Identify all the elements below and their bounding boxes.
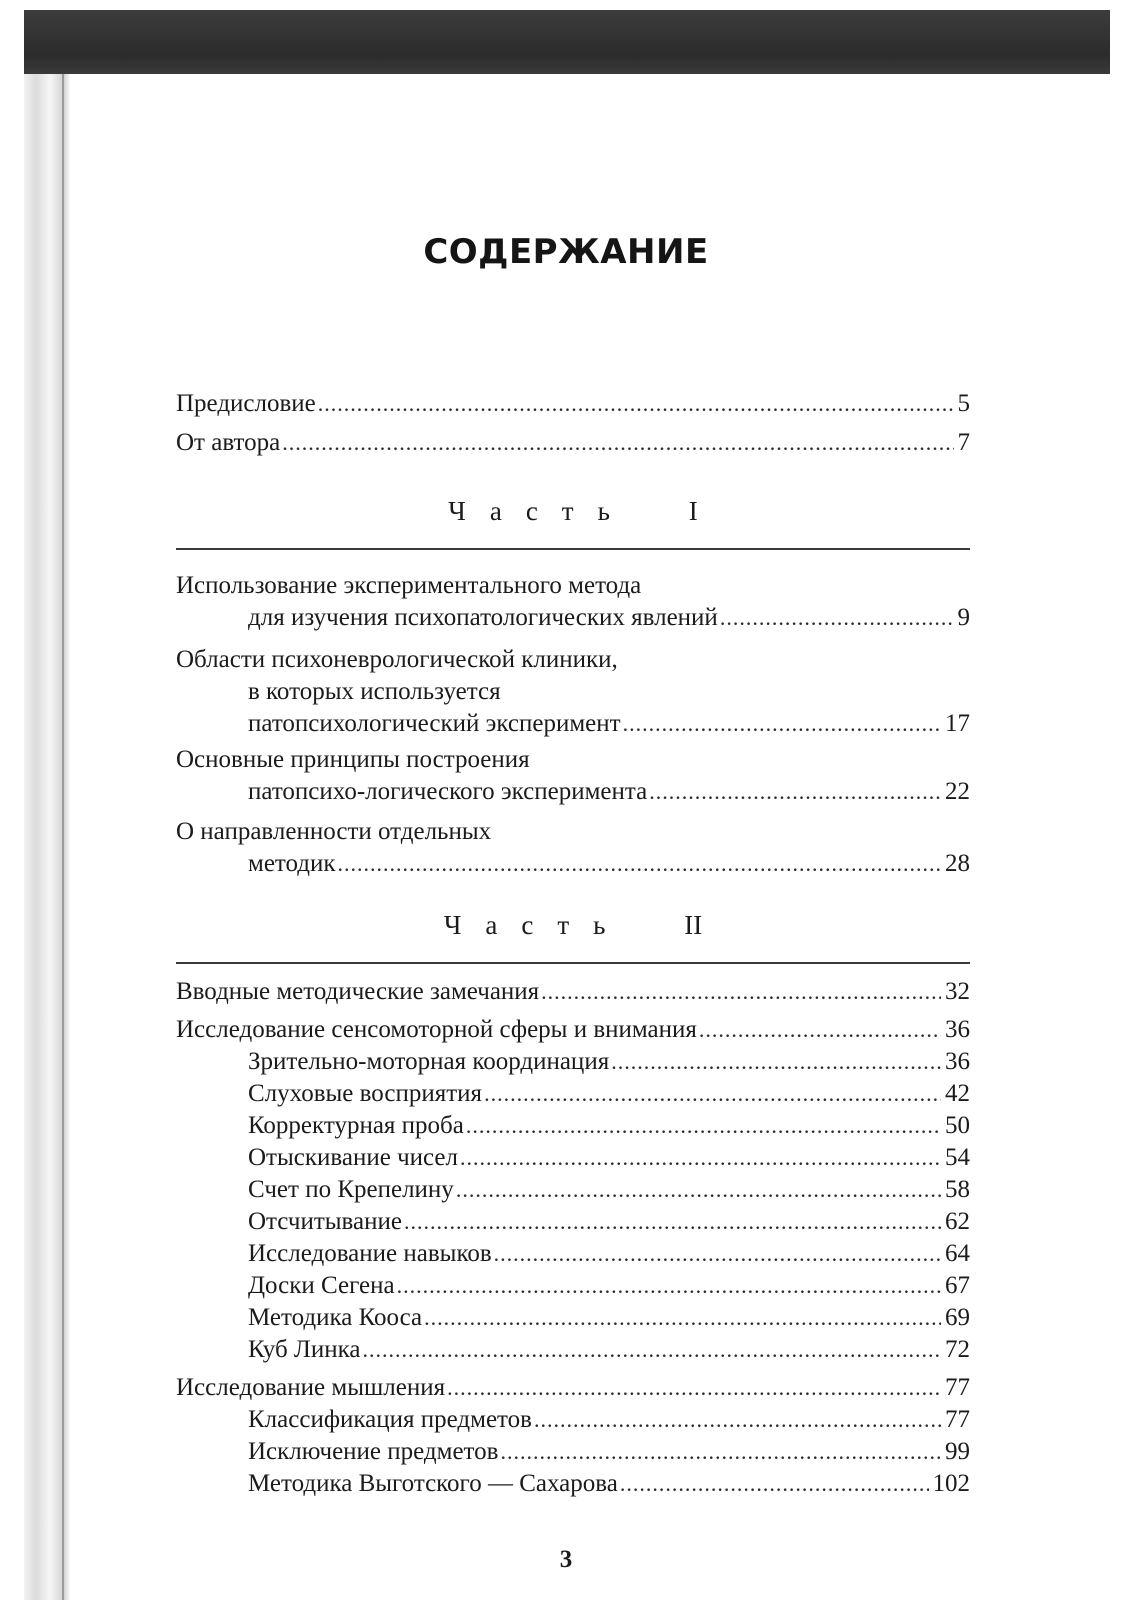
toc-entry-title: Куб Линка bbox=[248, 1336, 361, 1363]
part-rule-2 bbox=[176, 962, 970, 964]
dot-leader bbox=[484, 1078, 941, 1110]
dot-leader bbox=[338, 848, 941, 880]
toc-page-number: 22 bbox=[945, 778, 970, 805]
dot-leader bbox=[397, 1270, 941, 1302]
scan-top-shadow bbox=[24, 10, 1110, 74]
toc-page-number: 99 bbox=[945, 1438, 970, 1465]
dot-leader bbox=[611, 1046, 941, 1078]
toc-page-number: 36 bbox=[945, 1016, 970, 1043]
toc-entry-title: Методика Кооса bbox=[248, 1304, 423, 1331]
toc-page-number: 28 bbox=[945, 850, 970, 877]
toc-subentry bbox=[176, 1468, 970, 1500]
dot-leader bbox=[460, 1142, 941, 1174]
toc-entry bbox=[176, 976, 970, 1008]
toc-entry-title: Классификация предметов bbox=[248, 1406, 532, 1433]
toc-page-number: 5 bbox=[957, 390, 970, 417]
toc-entry bbox=[176, 1372, 970, 1404]
toc-entry bbox=[176, 744, 970, 808]
toc-entry-line: О направленности отдельных bbox=[176, 818, 492, 845]
toc-entry-from-author bbox=[176, 427, 970, 459]
toc-subentry bbox=[176, 1078, 970, 1110]
toc-entry-title: для изучения психопатологических явлений bbox=[248, 604, 718, 631]
toc-subentry bbox=[176, 1270, 970, 1302]
dot-leader bbox=[404, 1206, 941, 1238]
toc-page-number: 32 bbox=[945, 978, 970, 1005]
toc-entry bbox=[176, 644, 970, 740]
toc-entry-title: Отсчитывание bbox=[248, 1208, 402, 1235]
toc-entry-title: методик bbox=[248, 850, 336, 877]
toc-page-number: 54 bbox=[945, 1144, 970, 1171]
toc-page-number: 72 bbox=[945, 1336, 970, 1363]
toc-entry-title: Исследование мышления bbox=[176, 1374, 446, 1401]
page-title: СОДЕРЖАНИЕ bbox=[423, 232, 709, 272]
toc-subentry bbox=[176, 1174, 970, 1206]
toc-entry-title: Отыскивание чисел bbox=[248, 1144, 458, 1171]
page-edge-line bbox=[62, 74, 64, 1600]
dot-leader bbox=[466, 1110, 941, 1142]
toc-entry-line: в которых используется bbox=[248, 678, 501, 705]
toc-page-number: 64 bbox=[945, 1240, 970, 1267]
dot-leader bbox=[623, 708, 941, 740]
page-number: 3 bbox=[559, 1546, 573, 1573]
dot-leader bbox=[534, 1404, 941, 1436]
part-word: Часть bbox=[448, 496, 634, 526]
part-heading-2 bbox=[176, 910, 970, 941]
toc-subentry bbox=[176, 1206, 970, 1238]
toc-entry-title: Слуховые восприятия bbox=[248, 1080, 483, 1107]
part-heading-1 bbox=[176, 496, 970, 527]
toc-page-number: 50 bbox=[945, 1112, 970, 1139]
toc-page-number: 62 bbox=[945, 1208, 970, 1235]
toc-entry-title: Исследование сенсомоторной сферы и внимания bbox=[176, 1016, 697, 1043]
part-numeral: I bbox=[688, 496, 698, 526]
dot-leader bbox=[649, 776, 941, 808]
toc-entry-title: От автора bbox=[176, 429, 281, 456]
toc-entry-title: Вводные методические замечания bbox=[176, 978, 540, 1005]
toc-entry-line: Использование экспериментального метода bbox=[176, 572, 642, 599]
toc-subentry bbox=[176, 1110, 970, 1142]
toc-entry-title: Предисловие bbox=[176, 390, 316, 417]
toc-page-number: 77 bbox=[945, 1374, 970, 1401]
toc-entry bbox=[176, 816, 970, 880]
toc-page-number: 102 bbox=[932, 1470, 970, 1497]
toc-entry-title: патопсихологический эксперимент bbox=[248, 710, 621, 737]
toc-page-number: 17 bbox=[945, 710, 970, 737]
toc-entry-preface bbox=[176, 388, 970, 420]
part-word: Часть bbox=[443, 910, 630, 940]
toc-entry-title: Корректурная проба bbox=[248, 1112, 464, 1139]
dot-leader bbox=[720, 602, 954, 634]
toc-entry bbox=[176, 1014, 970, 1046]
toc-subentry bbox=[176, 1302, 970, 1334]
toc-page-number: 69 bbox=[945, 1304, 970, 1331]
dot-leader bbox=[541, 976, 941, 1008]
toc-subentry bbox=[176, 1046, 970, 1078]
toc-entry-title: Исследование навыков bbox=[248, 1240, 492, 1267]
toc-page-number: 36 bbox=[945, 1048, 970, 1075]
dot-leader bbox=[620, 1468, 929, 1500]
dot-leader bbox=[456, 1174, 941, 1206]
toc-subentry bbox=[176, 1238, 970, 1270]
toc-page-number: 67 bbox=[945, 1272, 970, 1299]
dot-leader bbox=[424, 1302, 941, 1334]
part-numeral: II bbox=[684, 910, 703, 940]
toc-subentry bbox=[176, 1436, 970, 1468]
toc-subentry bbox=[176, 1404, 970, 1436]
toc-page-number: 42 bbox=[945, 1080, 970, 1107]
dot-leader bbox=[500, 1436, 941, 1468]
toc-page-number: 58 bbox=[945, 1176, 970, 1203]
toc-entry-title: Доски Сегена bbox=[248, 1272, 395, 1299]
toc-subentry bbox=[176, 1334, 970, 1366]
toc-page-number: 9 bbox=[957, 604, 970, 631]
toc-page-number: 7 bbox=[957, 429, 970, 456]
toc-entry-title: патопсихо-логического эксперимента bbox=[248, 778, 648, 805]
dot-leader bbox=[363, 1334, 941, 1366]
dot-leader bbox=[699, 1014, 941, 1046]
toc-entry-line: Области психоневрологической клиники, bbox=[176, 646, 618, 673]
dot-leader bbox=[282, 427, 953, 459]
toc-entry bbox=[176, 570, 970, 634]
toc-page-number: 77 bbox=[945, 1406, 970, 1433]
toc-entry-title: Методика Выготского — Сахарова bbox=[248, 1470, 618, 1497]
toc-subentry bbox=[176, 1142, 970, 1174]
toc-entry-title: Зрительно-моторная координация bbox=[248, 1048, 610, 1075]
toc-entry-line: Основные принципы построения bbox=[176, 746, 530, 773]
toc-entry-title: Исключение предметов bbox=[248, 1438, 499, 1465]
dot-leader bbox=[447, 1372, 941, 1404]
part-rule-1 bbox=[176, 548, 970, 550]
toc-entry-title: Счет по Крепелину bbox=[248, 1176, 454, 1203]
dot-leader bbox=[318, 388, 954, 420]
dot-leader bbox=[494, 1238, 941, 1270]
